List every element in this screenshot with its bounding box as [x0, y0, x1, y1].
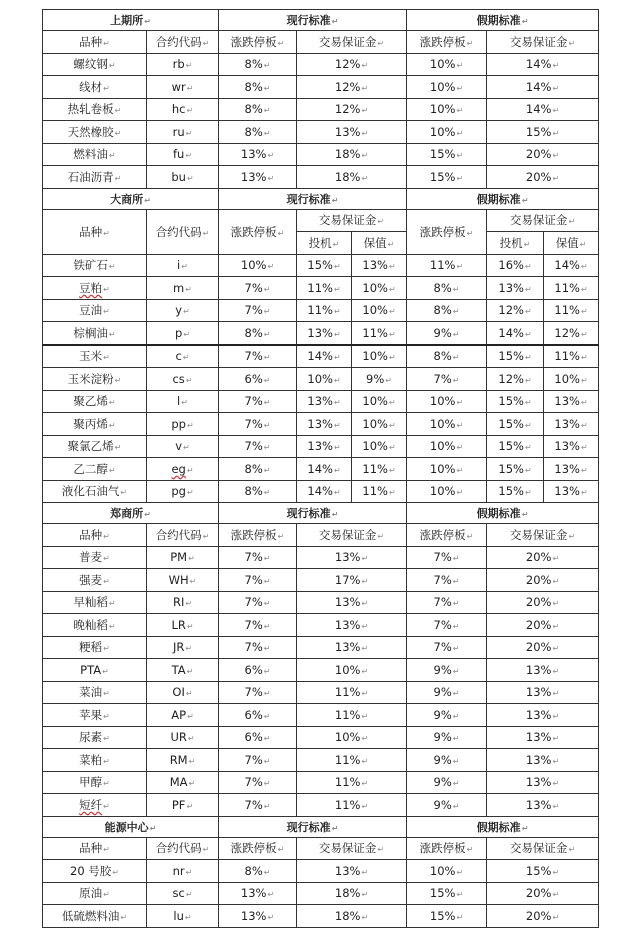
table-row — [43, 882, 599, 905]
cell-spec: 14%↵ — [297, 458, 352, 481]
cell-margin: 11%↵ — [297, 749, 407, 772]
cell-code: LR↵ — [147, 614, 219, 637]
table-row — [43, 659, 599, 682]
cell-holiday-margin: 15%↵ — [487, 121, 599, 144]
cell-holiday-limit: 9%↵ — [407, 322, 487, 345]
cell-limit: 7%↵ — [219, 277, 297, 300]
cell-variety: PTA↵ — [43, 659, 147, 682]
cell-variety: 热轧卷板↵ — [43, 98, 147, 121]
cell-limit: 6%↵ — [219, 368, 297, 391]
cell-spec: 11%↵ — [297, 299, 352, 322]
col-holiday-margin: 交易保证金↵ — [487, 837, 599, 860]
cell-variety: 燃料油↵ — [43, 143, 147, 166]
cell-margin: 18%↵ — [297, 166, 407, 189]
cell-hedge: 10%↵ — [352, 390, 407, 413]
cell-holiday-limit: 9%↵ — [407, 749, 487, 772]
cell-limit: 7%↵ — [219, 771, 297, 794]
group-current-header: 现行标准↵ — [219, 188, 407, 209]
cell-code: OI↵ — [147, 681, 219, 704]
cell-limit: 13%↵ — [219, 882, 297, 905]
col-hedge: 保值↵ — [352, 232, 407, 255]
cell-variety: 短纤↵ — [43, 794, 147, 817]
cell-code: i↵ — [147, 254, 219, 277]
cell-holiday-margin: 13%↵ — [487, 659, 599, 682]
cell-code: bu↵ — [147, 166, 219, 189]
cell-limit: 8%↵ — [219, 53, 297, 76]
column-header-row — [43, 524, 599, 547]
table-row — [43, 435, 599, 458]
cell-spec: 13%↵ — [297, 390, 352, 413]
cell-variety: 石油沥青↵ — [43, 166, 147, 189]
cell-code: UR↵ — [147, 726, 219, 749]
col-limit: 涨跌停板↵ — [219, 837, 297, 860]
cell-code: v↵ — [147, 435, 219, 458]
cell-holiday-margin: 13%↵ — [487, 771, 599, 794]
cell-holiday-spec: 15%↵ — [487, 390, 544, 413]
cell-limit: 7%↵ — [219, 614, 297, 637]
cell-holiday-spec: 13%↵ — [487, 277, 544, 300]
cell-holiday-limit: 11%↵ — [407, 254, 487, 277]
col-code: 合约代码↵ — [147, 31, 219, 54]
exchange-name: 上期所↵ — [43, 10, 219, 31]
cell-holiday-limit: 9%↵ — [407, 726, 487, 749]
cell-holiday-spec: 15%↵ — [487, 435, 544, 458]
cell-limit: 8%↵ — [219, 121, 297, 144]
column-header-row — [43, 837, 599, 860]
cell-variety: 菜油↵ — [43, 681, 147, 704]
table-row — [43, 636, 599, 659]
cell-variety: 螺纹钢↵ — [43, 53, 147, 76]
group-current-header: 现行标准↵ — [219, 816, 407, 837]
cell-code: eg↵ — [147, 458, 219, 481]
cell-holiday-margin: 13%↵ — [487, 794, 599, 817]
exchange-name: 能源中心↵ — [43, 816, 219, 837]
table-row — [43, 905, 599, 928]
cell-holiday-margin: 20%↵ — [487, 546, 599, 569]
col-limit: 涨跌停板↵ — [219, 31, 297, 54]
group-current-header: 现行标准↵ — [219, 503, 407, 524]
cell-code: ru↵ — [147, 121, 219, 144]
table-row — [43, 749, 599, 772]
cell-holiday-margin: 20%↵ — [487, 569, 599, 592]
cell-holiday-limit: 9%↵ — [407, 704, 487, 727]
cell-margin: 10%↵ — [297, 659, 407, 682]
cell-holiday-limit: 8%↵ — [407, 299, 487, 322]
cell-holiday-limit: 10%↵ — [407, 480, 487, 503]
cell-holiday-limit: 7%↵ — [407, 368, 487, 391]
cell-limit: 7%↵ — [219, 390, 297, 413]
cell-holiday-limit: 10%↵ — [407, 435, 487, 458]
group-holiday-header: 假期标准↵ — [407, 503, 599, 524]
cell-holiday-hedge: 13%↵ — [544, 458, 599, 481]
cell-holiday-limit: 10%↵ — [407, 53, 487, 76]
col-spec: 投机↵ — [297, 232, 352, 255]
cell-variety: 线材↵ — [43, 76, 147, 99]
cell-holiday-limit: 10%↵ — [407, 413, 487, 436]
cell-holiday-limit: 15%↵ — [407, 166, 487, 189]
cell-code: AP↵ — [147, 704, 219, 727]
cell-code: MA↵ — [147, 771, 219, 794]
cell-holiday-hedge: 13%↵ — [544, 480, 599, 503]
cell-holiday-spec: 15%↵ — [487, 345, 544, 368]
cell-holiday-spec: 16%↵ — [487, 254, 544, 277]
col-margin: 交易保证金↵ — [297, 837, 407, 860]
section-header-dce — [43, 188, 599, 209]
col-holiday-hedge: 保值↵ — [544, 232, 599, 255]
cell-hedge: 10%↵ — [352, 345, 407, 368]
col-variety: 品种↵ — [43, 31, 147, 54]
cell-holiday-limit: 15%↵ — [407, 882, 487, 905]
cell-code: PF↵ — [147, 794, 219, 817]
cell-holiday-margin: 13%↵ — [487, 681, 599, 704]
cell-variety: 20 号胶↵ — [43, 860, 147, 883]
col-margin: 交易保证金↵ — [297, 31, 407, 54]
cell-holiday-margin: 20%↵ — [487, 143, 599, 166]
table-row — [43, 76, 599, 99]
cell-holiday-limit: 9%↵ — [407, 794, 487, 817]
cell-variety: 豆粕↵ — [43, 277, 147, 300]
cell-hedge: 10%↵ — [352, 277, 407, 300]
cell-code: wr↵ — [147, 76, 219, 99]
cell-code: RM↵ — [147, 749, 219, 772]
cell-margin: 13%↵ — [297, 546, 407, 569]
cell-holiday-margin: 13%↵ — [487, 704, 599, 727]
col-margin: 交易保证金↵ — [297, 524, 407, 547]
cell-hedge: 10%↵ — [352, 435, 407, 458]
col-holiday-limit: 涨跌停板↵ — [407, 524, 487, 547]
cell-code: y↵ — [147, 299, 219, 322]
cell-holiday-limit: 7%↵ — [407, 636, 487, 659]
cell-holiday-hedge: 14%↵ — [544, 254, 599, 277]
col-holiday-limit: 涨跌停板↵ — [407, 31, 487, 54]
cell-holiday-margin: 20%↵ — [487, 882, 599, 905]
col-code: 合约代码↵ — [147, 837, 219, 860]
table-row — [43, 413, 599, 436]
cell-margin: 18%↵ — [297, 143, 407, 166]
table-row — [43, 322, 599, 345]
cell-code: rb↵ — [147, 53, 219, 76]
col-holiday-limit: 涨跌停板↵ — [407, 837, 487, 860]
cell-code: hc↵ — [147, 98, 219, 121]
cell-margin: 17%↵ — [297, 569, 407, 592]
col-holiday-margin: 交易保证金↵ — [487, 524, 599, 547]
col-variety: 品种↵ — [43, 837, 147, 860]
cell-code: lu↵ — [147, 905, 219, 928]
cell-variety: 豆油↵ — [43, 299, 147, 322]
cell-holiday-margin: 20%↵ — [487, 166, 599, 189]
cell-limit: 6%↵ — [219, 659, 297, 682]
table-row — [43, 681, 599, 704]
cell-code: l↵ — [147, 390, 219, 413]
cell-variety: 聚丙烯↵ — [43, 413, 147, 436]
cell-holiday-limit: 10%↵ — [407, 390, 487, 413]
cell-limit: 7%↵ — [219, 681, 297, 704]
cell-holiday-margin: 13%↵ — [487, 749, 599, 772]
cell-holiday-limit: 9%↵ — [407, 771, 487, 794]
cell-variety: 聚乙烯↵ — [43, 390, 147, 413]
table-row — [43, 390, 599, 413]
column-header-row — [43, 209, 599, 232]
cell-holiday-spec: 12%↵ — [487, 368, 544, 391]
col-margin: 交易保证金↵ — [297, 209, 407, 232]
table-row — [43, 726, 599, 749]
cell-margin: 11%↵ — [297, 794, 407, 817]
cell-holiday-spec: 15%↵ — [487, 458, 544, 481]
cell-spec: 14%↵ — [297, 480, 352, 503]
cell-code: fu↵ — [147, 143, 219, 166]
table-row — [43, 368, 599, 391]
table-row — [43, 254, 599, 277]
cell-holiday-hedge: 11%↵ — [544, 277, 599, 300]
cell-holiday-limit: 7%↵ — [407, 569, 487, 592]
exchange-name: 郑商所↵ — [43, 503, 219, 524]
cell-holiday-limit: 10%↵ — [407, 98, 487, 121]
cell-holiday-hedge: 12%↵ — [544, 322, 599, 345]
table-row — [43, 121, 599, 144]
cell-hedge: 9%↵ — [352, 368, 407, 391]
table-row — [43, 480, 599, 503]
cell-holiday-limit: 9%↵ — [407, 659, 487, 682]
cell-hedge: 11%↵ — [352, 322, 407, 345]
cell-variety: 聚氯乙烯↵ — [43, 435, 147, 458]
cell-holiday-margin: 14%↵ — [487, 98, 599, 121]
cell-holiday-margin: 13%↵ — [487, 726, 599, 749]
cell-holiday-limit: 10%↵ — [407, 458, 487, 481]
cell-holiday-hedge: 13%↵ — [544, 390, 599, 413]
cell-variety: 棕榈油↵ — [43, 322, 147, 345]
cell-code: pg↵ — [147, 480, 219, 503]
cell-margin: 18%↵ — [297, 882, 407, 905]
cell-holiday-hedge: 11%↵ — [544, 345, 599, 368]
cell-holiday-hedge: 13%↵ — [544, 435, 599, 458]
group-holiday-header: 假期标准↵ — [407, 188, 599, 209]
cell-holiday-margin: 20%↵ — [487, 591, 599, 614]
table-row — [43, 458, 599, 481]
cell-spec: 13%↵ — [297, 322, 352, 345]
group-current-header: 现行标准↵ — [219, 10, 407, 31]
cell-variety: 菜粕↵ — [43, 749, 147, 772]
cell-variety: 尿素↵ — [43, 726, 147, 749]
cell-limit: 7%↵ — [219, 435, 297, 458]
cell-hedge: 13%↵ — [352, 254, 407, 277]
cell-margin: 13%↵ — [297, 614, 407, 637]
cell-limit: 7%↵ — [219, 794, 297, 817]
cell-code: m↵ — [147, 277, 219, 300]
cell-holiday-margin: 14%↵ — [487, 76, 599, 99]
cell-limit: 13%↵ — [219, 143, 297, 166]
cell-code: nr↵ — [147, 860, 219, 883]
col-code: 合约代码↵ — [147, 524, 219, 547]
cell-holiday-spec: 14%↵ — [487, 322, 544, 345]
table-row — [43, 53, 599, 76]
cell-holiday-hedge: 10%↵ — [544, 368, 599, 391]
cell-holiday-margin: 20%↵ — [487, 614, 599, 637]
cell-spec: 15%↵ — [297, 254, 352, 277]
cell-limit: 7%↵ — [219, 636, 297, 659]
col-variety: 品种↵ — [43, 524, 147, 547]
cell-holiday-hedge: 11%↵ — [544, 299, 599, 322]
table-row — [43, 166, 599, 189]
cell-margin: 11%↵ — [297, 681, 407, 704]
cell-margin: 13%↵ — [297, 591, 407, 614]
cell-margin: 11%↵ — [297, 704, 407, 727]
cell-margin: 13%↵ — [297, 636, 407, 659]
cell-holiday-margin: 20%↵ — [487, 905, 599, 928]
cell-variety: 强麦↵ — [43, 569, 147, 592]
cell-variety: 玉米淀粉↵ — [43, 368, 147, 391]
cell-code: JR↵ — [147, 636, 219, 659]
cell-code: c↵ — [147, 345, 219, 368]
cell-variety: 粳稻↵ — [43, 636, 147, 659]
cell-limit: 6%↵ — [219, 704, 297, 727]
cell-holiday-spec: 12%↵ — [487, 299, 544, 322]
cell-variety: 液化石油气↵ — [43, 480, 147, 503]
cell-code: sc↵ — [147, 882, 219, 905]
cell-limit: 10%↵ — [219, 254, 297, 277]
exchange-name: 大商所↵ — [43, 188, 219, 209]
section-header-ine — [43, 816, 599, 837]
section-header-czce — [43, 503, 599, 524]
cell-holiday-limit: 7%↵ — [407, 614, 487, 637]
cell-limit: 8%↵ — [219, 76, 297, 99]
cell-hedge: 10%↵ — [352, 299, 407, 322]
table-row — [43, 98, 599, 121]
table-row — [43, 345, 599, 368]
cell-holiday-limit: 15%↵ — [407, 143, 487, 166]
cell-margin: 10%↵ — [297, 726, 407, 749]
cell-variety: 普麦↵ — [43, 546, 147, 569]
cell-margin: 12%↵ — [297, 76, 407, 99]
cell-holiday-limit: 15%↵ — [407, 905, 487, 928]
cell-hedge: 11%↵ — [352, 480, 407, 503]
table-row — [43, 143, 599, 166]
cell-holiday-limit: 7%↵ — [407, 546, 487, 569]
col-code: 合约代码↵ — [147, 209, 219, 254]
cell-variety: 苹果↵ — [43, 704, 147, 727]
cell-variety: 天然橡胶↵ — [43, 121, 147, 144]
table-row — [43, 794, 599, 817]
col-limit: 涨跌停板↵ — [219, 524, 297, 547]
col-holiday-margin: 交易保证金↵ — [487, 31, 599, 54]
cell-holiday-limit: 9%↵ — [407, 681, 487, 704]
table-row — [43, 277, 599, 300]
cell-spec: 13%↵ — [297, 413, 352, 436]
cell-code: WH↵ — [147, 569, 219, 592]
cell-holiday-limit: 8%↵ — [407, 345, 487, 368]
col-variety: 品种↵ — [43, 209, 147, 254]
cell-code: p↵ — [147, 322, 219, 345]
table-row — [43, 569, 599, 592]
section-header-shfe — [43, 10, 599, 31]
table-row — [43, 546, 599, 569]
col-holiday-margin: 交易保证金↵ — [487, 209, 599, 232]
cell-limit: 8%↵ — [219, 322, 297, 345]
cell-code: TA↵ — [147, 659, 219, 682]
cell-limit: 7%↵ — [219, 345, 297, 368]
cell-limit: 6%↵ — [219, 726, 297, 749]
cell-holiday-limit: 10%↵ — [407, 121, 487, 144]
cell-limit: 13%↵ — [219, 905, 297, 928]
cell-holiday-limit: 8%↵ — [407, 277, 487, 300]
cell-margin: 13%↵ — [297, 121, 407, 144]
cell-spec: 14%↵ — [297, 345, 352, 368]
cell-limit: 7%↵ — [219, 546, 297, 569]
futures-margin-table — [42, 9, 599, 928]
table-row — [43, 614, 599, 637]
cell-hedge: 10%↵ — [352, 413, 407, 436]
cell-variety: 乙二醇↵ — [43, 458, 147, 481]
cell-limit: 7%↵ — [219, 591, 297, 614]
cell-limit: 7%↵ — [219, 569, 297, 592]
cell-holiday-margin: 20%↵ — [487, 636, 599, 659]
cell-variety: 玉米↵ — [43, 345, 147, 368]
cell-limit: 8%↵ — [219, 480, 297, 503]
table-row — [43, 591, 599, 614]
cell-holiday-spec: 15%↵ — [487, 480, 544, 503]
table-row — [43, 860, 599, 883]
cell-margin: 13%↵ — [297, 860, 407, 883]
cell-holiday-spec: 15%↵ — [487, 413, 544, 436]
cell-margin: 18%↵ — [297, 905, 407, 928]
cell-variety: 低硫燃料油↵ — [43, 905, 147, 928]
cell-code: RI↵ — [147, 591, 219, 614]
col-holiday-spec: 投机↵ — [487, 232, 544, 255]
cell-code: pp↵ — [147, 413, 219, 436]
cell-limit: 8%↵ — [219, 98, 297, 121]
group-holiday-header: 假期标准↵ — [407, 816, 599, 837]
table-row — [43, 771, 599, 794]
cell-limit: 8%↵ — [219, 860, 297, 883]
group-holiday-header: 假期标准↵ — [407, 10, 599, 31]
cell-variety: 甲醇↵ — [43, 771, 147, 794]
cell-holiday-limit: 10%↵ — [407, 76, 487, 99]
cell-spec: 13%↵ — [297, 435, 352, 458]
cell-code: PM↵ — [147, 546, 219, 569]
cell-code: cs↵ — [147, 368, 219, 391]
cell-limit: 7%↵ — [219, 299, 297, 322]
cell-holiday-hedge: 13%↵ — [544, 413, 599, 436]
margin-table-document — [42, 9, 598, 928]
table-row — [43, 299, 599, 322]
cell-spec: 10%↵ — [297, 368, 352, 391]
cell-limit: 7%↵ — [219, 413, 297, 436]
cell-margin: 12%↵ — [297, 53, 407, 76]
cell-variety: 铁矿石↵ — [43, 254, 147, 277]
cell-holiday-margin: 15%↵ — [487, 860, 599, 883]
cell-limit: 8%↵ — [219, 458, 297, 481]
cell-margin: 12%↵ — [297, 98, 407, 121]
cell-variety: 早籼稻↵ — [43, 591, 147, 614]
cell-hedge: 11%↵ — [352, 458, 407, 481]
cell-limit: 13%↵ — [219, 166, 297, 189]
column-header-row — [43, 31, 599, 54]
cell-margin: 11%↵ — [297, 771, 407, 794]
cell-spec: 11%↵ — [297, 277, 352, 300]
col-holiday-limit: 涨跌停板↵ — [407, 209, 487, 254]
cell-variety: 原油↵ — [43, 882, 147, 905]
cell-limit: 7%↵ — [219, 749, 297, 772]
cell-holiday-limit: 10%↵ — [407, 860, 487, 883]
cell-holiday-limit: 7%↵ — [407, 591, 487, 614]
col-limit: 涨跌停板↵ — [219, 209, 297, 254]
table-row — [43, 704, 599, 727]
cell-holiday-margin: 14%↵ — [487, 53, 599, 76]
cell-variety: 晚籼稻↵ — [43, 614, 147, 637]
